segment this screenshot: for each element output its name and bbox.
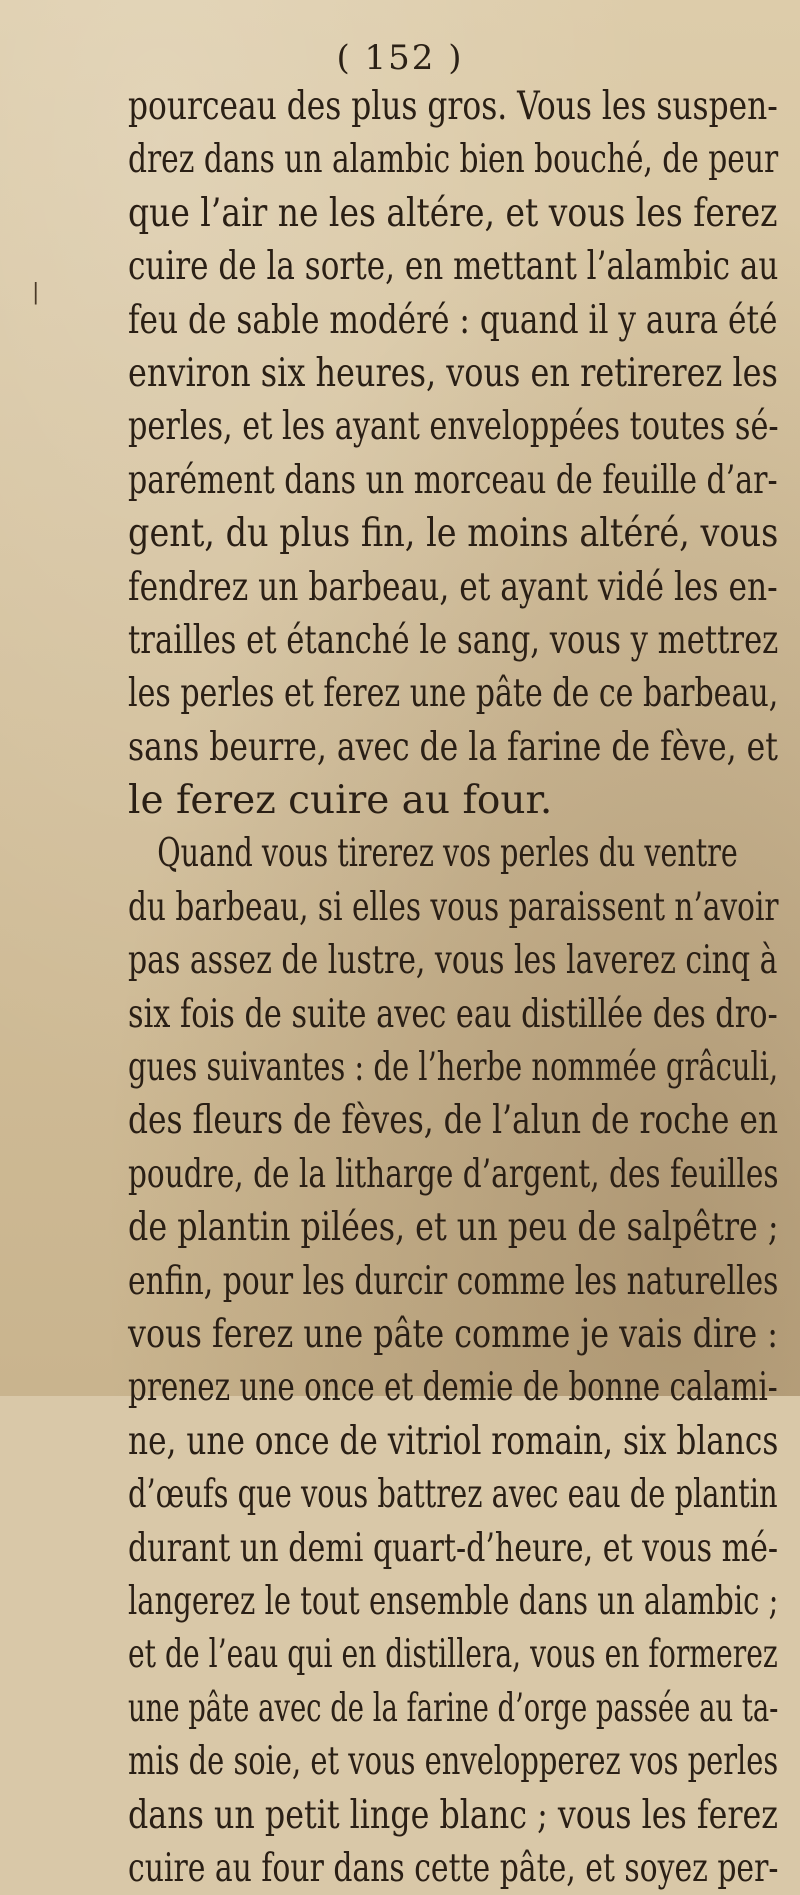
text-line: pas assez de lustre, vous les laverez cinq à xyxy=(128,938,778,984)
text-line: le ferez cuire au four. xyxy=(128,778,553,824)
text-line: environ six heures, vous en retirerez les xyxy=(128,350,778,396)
text-line: de plantin pilées, et un peu de salpêtre ; xyxy=(128,1205,779,1251)
text-line: vous ferez une pâte comme je vais dire : xyxy=(128,1311,778,1357)
text-line: cuire au four dans cette pâte, et soyez per- xyxy=(128,1845,779,1891)
text-line: drez dans un alambic bien bouché, de peur xyxy=(128,137,779,183)
text-line: gues suivantes : de l’herbe nommée grâculi, xyxy=(128,1045,779,1091)
text-line: enfin, pour les durcir comme les naturelles xyxy=(128,1258,779,1304)
text-line: les perles et ferez une pâte de ce barbeau, xyxy=(128,671,779,717)
text-line: pourceau des plus gros. Vous les suspen- xyxy=(128,84,778,129)
text-line: trailles et étanché le sang, vous y mettrez xyxy=(128,617,779,663)
text-line: fendrez un barbeau, et ayant vidé les en- xyxy=(128,564,778,610)
text-line: du barbeau, si elles vous paraissent n’avoir xyxy=(128,884,779,930)
text-line: une pâte avec de la farine d’orge passée au ta- xyxy=(128,1685,779,1731)
text-line: que l’air ne les altére, et vous les ferez xyxy=(128,190,778,236)
text-line: six fois de suite avec eau distillée des dro- xyxy=(128,991,778,1037)
text-line: mis de soie, et vous envelopperez vos perles xyxy=(128,1739,779,1785)
text-line: prenez une once et demie de bonne calami- xyxy=(128,1365,778,1411)
text-line: parément dans un morceau de feuille d’ar- xyxy=(128,457,778,503)
text-line: langerez le tout ensemble dans un alambic ; xyxy=(128,1578,779,1624)
text-line: perles, et les ayant enveloppées toutes sé- xyxy=(128,404,779,450)
text-line: ne, une once de vitriol romain, six blancs xyxy=(128,1418,779,1464)
text-line: sans beurre, avec de la farine de fève, et xyxy=(128,724,778,770)
text-line: des fleurs de fèves, de l’alun de roche en xyxy=(128,1098,778,1144)
body-text xyxy=(128,80,778,1895)
text-line: poudre, de la litharge d’argent, des feuilles xyxy=(128,1151,779,1197)
page-number: ( 152 ) xyxy=(336,38,464,78)
text-line: durant un demi quart-d’heure, et vous mé- xyxy=(128,1525,779,1571)
text-line: Quand vous tirerez vos perles du ventre xyxy=(157,831,738,877)
text-line: cuire de la sorte, en mettant l’alambic au xyxy=(128,244,779,290)
text-line: feu de sable modéré : quand il y aura été xyxy=(128,297,778,343)
text-line: d’œufs que vous battrez avec eau de plantin xyxy=(128,1472,778,1518)
margin-mark: | xyxy=(32,280,40,305)
text-line: gent, du plus fin, le moins altéré, vous xyxy=(128,511,779,557)
text-line: dans un petit linge blanc ; vous les ferez xyxy=(128,1792,779,1838)
text-line: et de l’eau qui en distillera, vous en formerez xyxy=(128,1632,778,1678)
